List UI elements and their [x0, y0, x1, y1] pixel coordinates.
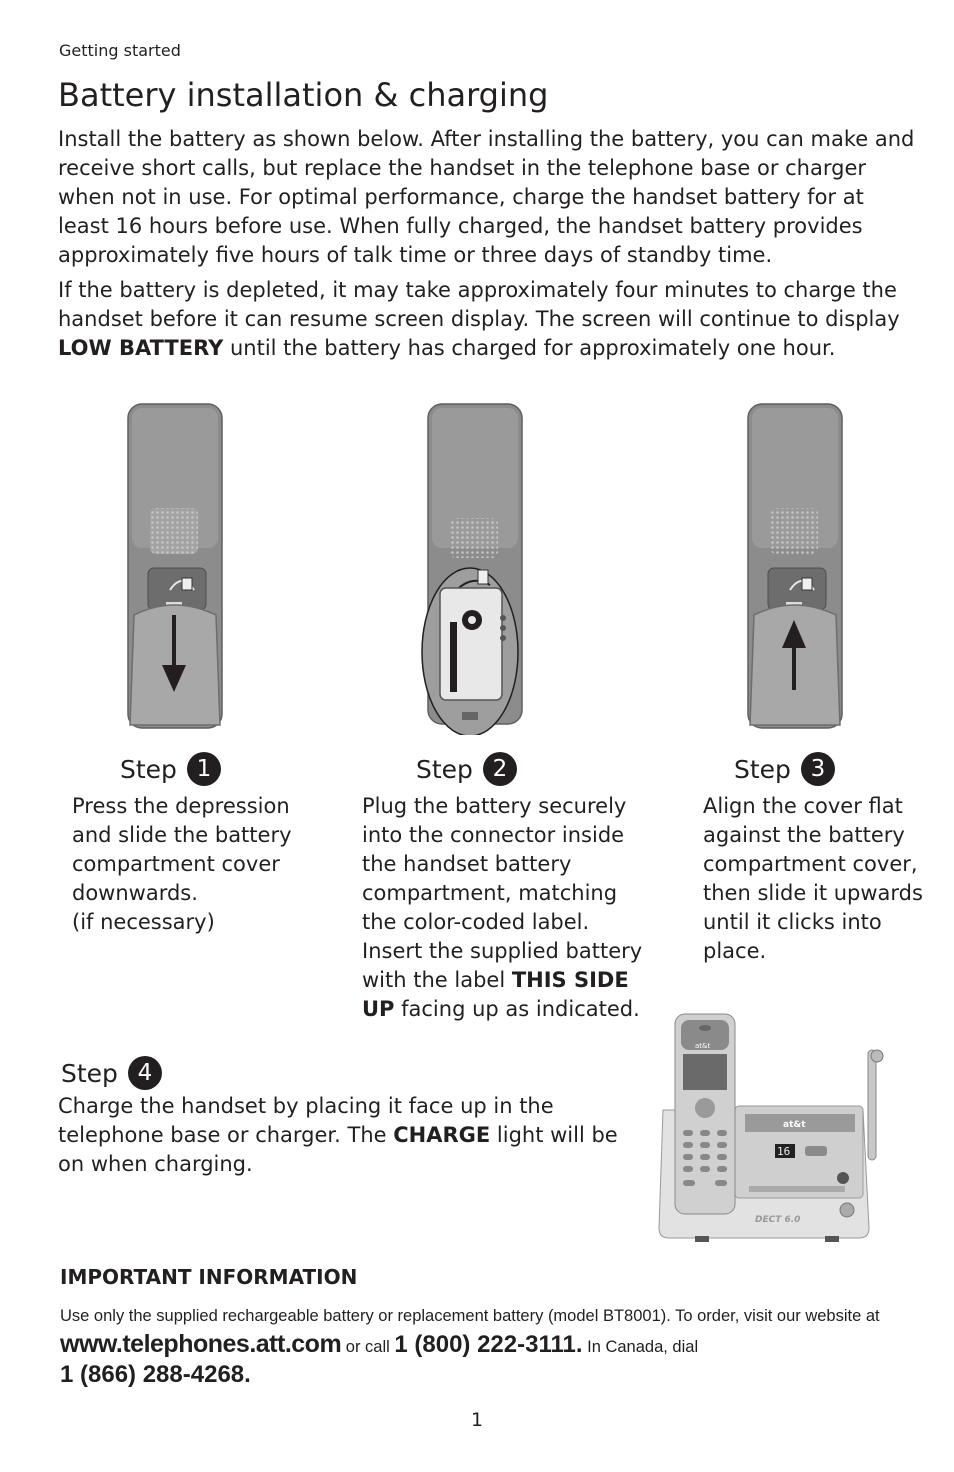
section-label: Getting started	[59, 41, 181, 60]
page-title: Battery installation & charging	[58, 76, 549, 114]
phone-us: 1 (800) 222-3111.	[394, 1331, 583, 1358]
base-brand: at&t	[783, 1120, 806, 1130]
step-4-number: 4	[128, 1056, 162, 1090]
charge-label: CHARGE	[393, 1123, 491, 1147]
important-text: Use only the supplied rechargeable battery or replacement battery (model BT8001). To order, visit our website at www.telephones.att.com or call 1 (800) 222-3111. In Canada, dial 1 (866) 288-4268.	[60, 1307, 880, 1388]
handset-brand: at&t	[695, 1042, 711, 1050]
base-display: 16	[777, 1145, 791, 1158]
important-heading: IMPORTANT INFORMATION	[60, 1265, 358, 1289]
step-4-text: Charge the handset by placing it face up in the telephone base or charger. The CHARGE light will be on when charging.	[58, 1094, 618, 1176]
phone-canada: 1 (866) 288-4268.	[60, 1361, 251, 1388]
phone-base-illustration	[655, 1010, 895, 1250]
step-2-illustration	[410, 400, 540, 735]
step-1-illustration	[110, 400, 240, 735]
this-side-up-label: THIS SIDE UP	[362, 968, 629, 1021]
step-3-illustration	[730, 400, 860, 735]
step-3-text: Align the cover flat against the battery compartment cover, then slide it upwards until it clicks into place.	[703, 794, 923, 963]
intro-paragraph-2: If the battery is depleted, it may take approximately four minutes to charge the handset before it can resume screen display. The screen will continue to display LOW BATTERY until the battery has charged for approximately one hour.	[58, 278, 900, 360]
step-1-heading: Step 1	[120, 752, 221, 786]
step-1-number: 1	[187, 752, 221, 786]
step-1-text: Press the depression and slide the battery compartment cover downwards. (if necessary)	[72, 794, 292, 934]
base-model: DECT 6.0	[755, 1215, 801, 1225]
step-2-heading: Step 2	[416, 752, 517, 786]
intro-paragraph-1: Install the battery as shown below. After installing the battery, you can make and receive short calls, but replace the handset in the telephone base or charger when not in use. For optimal performance, charge the handset battery for at least 16 hours before use. When fully charged, the handset battery provides approximately five hours of talk time or three days of standby time.	[58, 127, 915, 267]
step-2-number: 2	[483, 752, 517, 786]
page-number: 1	[470, 1409, 484, 1431]
website-link[interactable]: www.telephones.att.com	[60, 1330, 342, 1358]
low-battery-label: LOW BATTERY	[58, 336, 224, 360]
step-4-heading: Step 4	[61, 1056, 162, 1090]
step-2-text: Plug the battery securely into the connector inside the handset battery compartment, matching the color-coded label. Insert the supplied battery with the label THIS SIDE UP facing up as indicated.	[362, 794, 643, 1021]
step-3-number: 3	[801, 752, 835, 786]
step-3-heading: Step 3	[734, 752, 835, 786]
